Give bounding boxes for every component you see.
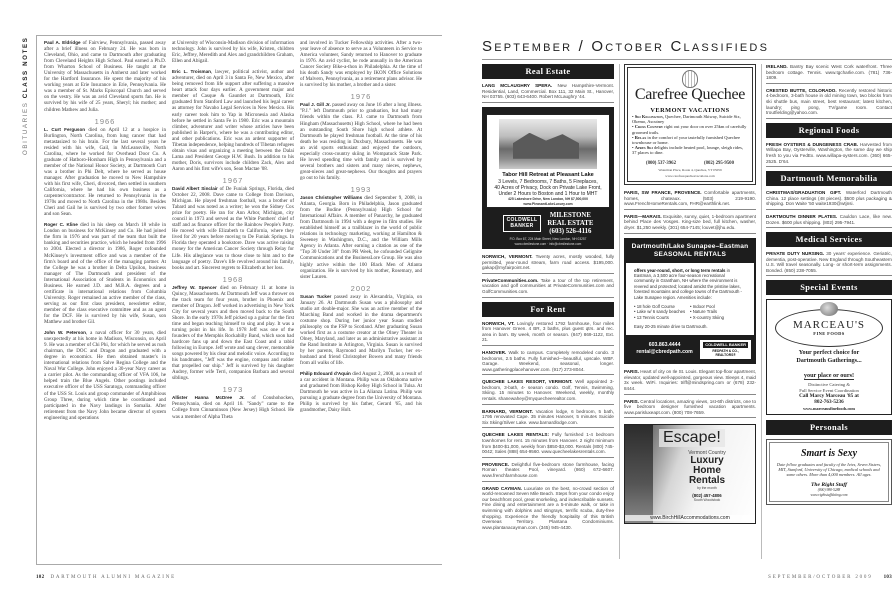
class-year-heading: 1966 xyxy=(94,116,116,126)
paris-sw-france-ad xyxy=(624,190,756,210)
obituary-name: Jason Christopher Williams xyxy=(300,194,363,200)
rental-ad xyxy=(482,486,614,533)
obituary-name: Jeffrey W. Spencer xyxy=(172,284,217,290)
bullet-lead: Relax xyxy=(634,134,647,140)
amenities-list xyxy=(634,304,746,320)
amenity: • X-country Skiing xyxy=(690,314,724,320)
carefree-phone-2: (802) 295-9500 xyxy=(704,160,734,166)
rental-ad xyxy=(482,350,614,375)
obituary-entry xyxy=(172,395,294,419)
ad-text: Well appointed 3-bedroom, 3-bath, 4- season condo. Golf, Tennis, Swimming, Skiing. 15 minutes to Hanover. Weekend, weekly, monthly rentals. shanewahey@myquecheerealtor.com. xyxy=(482,379,614,402)
lake-sunapee-rentals-ad xyxy=(624,238,756,365)
tabor-address: 425 Lakeshore Drive, New London, NH $7,500,000 xyxy=(508,197,588,202)
obituary-entry xyxy=(44,40,166,113)
obituary-entry xyxy=(172,186,294,271)
obituary-entry xyxy=(300,195,422,280)
milestone-phone: (603) 526-4116 xyxy=(549,227,592,235)
ad-text: Bantry Bay scenic West Cork waterfront. Three bedroom cottage. Tennis. www.tgcharlie.com. (781) 736-1809. xyxy=(766,64,892,81)
carefree-quechee-ad xyxy=(624,64,756,185)
paris-luxe-apt-ad xyxy=(624,399,756,419)
tabor-line: 3 Levels, 7 Bedrooms, 7 Baths, 5 Fireplaces, xyxy=(498,178,598,185)
column-divider xyxy=(761,64,762,559)
obituary-text: died in his sleep on March 18 while in London on business for McKinsey and Co. He had joined the firm in 1976 and was part of the team that built the banking and securities practice, which he headed from 1996 to 2004. Elected a director in 1986, Roger cofounded McKinsey's investment office and was a member of the firm's board and of the office of the managing partner. At the College he was a brother in Delta Upsilon, business manager of The Dartmouth and president of the International Association of Students in Economics and Business. He earned J.D. and M.B.A. degrees and a certificate in international relations from Columbia University. Roger remained an active member of the class, serving as our first class president, newsletter editor, member of the class executive committee and as an agent for the DCF. He is survived by his wife, Susan, son Matthew and brother Gil. xyxy=(44,222,166,326)
classifieds-column-1 xyxy=(482,64,614,536)
milestone-address xyxy=(490,237,606,246)
marceau-logo xyxy=(775,309,883,347)
class-year-heading: 1967 xyxy=(222,175,244,185)
class-year-heading: 2002 xyxy=(350,283,372,293)
logo-text: REALTORS® xyxy=(715,353,736,358)
obituary-text: of Fairview, Pennsylvania, passed away after a brief illness on February 24. He was born in Cleveland, Ohio, and came to Dartmouth after graduating from Cleveland Heights High School. Paul earned a Ph.D. from Wharton School of Business. He taught at the University of Massachusetts in Amherst and later worked for the Hartford Insurance. He spent the majority of his working years at Erie Insurance in Erie, Pennsylvania. He was a member of St. Marks Episcopal Church and served on the vestry. He was an avid Cleveland sports fan. He is survived by his wife of 25 years, Sheryl; his mother; and children Mathew and Julia. xyxy=(44,40,166,113)
escape-body xyxy=(661,450,753,502)
ad-lead: BARNARD, VERMONT. xyxy=(482,408,533,414)
obituary-name: L. Curt Ferguson xyxy=(44,126,86,132)
sunapee-title-line: SEASONAL RENTALS xyxy=(653,250,727,258)
oysters-ad xyxy=(766,142,892,167)
smart-brand: The Right Stuff xyxy=(811,481,847,488)
escape-url[interactable]: www.BirchHillAccommodations.com xyxy=(625,515,755,521)
obituary-name: Eric L. Troisman xyxy=(172,69,211,75)
house-icon xyxy=(513,133,579,159)
marceau-line: Full Service Event Coordination xyxy=(799,387,859,393)
tabor-line: Under 2 Hours to Boston and 1 Hour to MHT xyxy=(498,191,598,198)
ad-text: Delightful five-bedroom stone farmhouse, facing Roman theater. Pool, vineyard. (860) 672-6607. www.frenchfarmhouse.com xyxy=(482,461,614,479)
marceaus-fine-foods-ad xyxy=(766,299,892,414)
obituary-name: Susan Tucker xyxy=(300,293,332,299)
bullet-lead: Apres Ski xyxy=(634,145,653,151)
bullet-text: Quechee, Dartmouth Skiway, Suicide Six, Okemo, Ascutney xyxy=(632,114,741,125)
carefree-bullet: • Relax in the comfort of your tastefully furnished Quechee townhouse or home. xyxy=(632,134,741,146)
amenity: • 18 hole Golf Course xyxy=(634,304,675,310)
ad-text: Waterford Dartmouth China. 12 place settings (48 pieces). $500 plus packaging & shipping. Don Waite '50 waite1930@wtjnsi. xyxy=(766,190,892,207)
ad-text: Exquisite, sunny, quiet, 1-bedroom apartment behind Place des Vosges. King-size bed, full kitchen, washer, dryer. $1,250 weekly. (301) 654-7145; louvet@jhu.edu. xyxy=(624,213,756,230)
section-label xyxy=(22,35,34,155)
column-divider xyxy=(619,64,620,559)
norwich-vermont-ad xyxy=(482,254,614,274)
obituary-text: passed away on June 16 after a long illness. "P.J." left Dartmouth prior to graduation, but had many friends within the class. P.J. came to Dartmouth from Hingham (Massachusetts) High School, where he had been an outstanding South Shore high school athlete. At Dartmouth he played freshman football. At the time of his death he was residing in Duxbury, Massachusetts. He was an avid sports enthusiast and enjoyed the outdoors, especially cross-country skiing in Wompatuck State Park. He loved spending time with family and is survived by several brothers and sisters and many nieces, nephews, great-nieces and great-nephews. Our thoughts and prayers go out to his family. xyxy=(300,102,422,181)
sunapee-title xyxy=(626,240,754,263)
dinner-plates-ad xyxy=(766,214,892,228)
waterford-china-ad xyxy=(766,190,892,210)
rental-listings xyxy=(482,321,614,533)
ireland-ad xyxy=(766,64,892,84)
obituary-name: Philip Edouard d'Aquin xyxy=(300,371,351,377)
escape-line: by the month xyxy=(697,486,717,491)
crested-butte-ad xyxy=(766,88,892,119)
real-estate-banner: Real Estate xyxy=(482,64,614,79)
obituary-name: David Albert Sinclair xyxy=(172,185,218,191)
ad-lead: DARTMOUTH DINNER PLATES. xyxy=(766,213,838,219)
smart-url[interactable]: www.rightstuffdating.com xyxy=(810,492,848,497)
class-year-heading: 1993 xyxy=(350,184,372,194)
bullet-lead: Cross Country xyxy=(634,124,664,130)
bullet-lead: Ski Killington, xyxy=(634,114,664,119)
coldwell-banker-logo xyxy=(503,215,542,232)
smart-inner xyxy=(769,442,889,502)
carefree-bullets xyxy=(632,114,748,156)
obituary-name: Paul A. Eldridge xyxy=(44,40,81,45)
marceau-line: Call Marcy Marceau '85 at xyxy=(799,393,859,400)
ad-text: Walk to campus. Completely remodeled condo. 3 bedrooms, 2.5 baths. Fully furnished—beautiful, upscale. WBF. Garage. Weekend, seasonal, longer. www.gatheringplacehanover.com. (917) 273-8044. xyxy=(482,349,614,372)
marceau-line: Dartmouth Gatherings... xyxy=(796,356,862,364)
ad-lead: FRESH OYSTERS & DUNGENESS CRAB. xyxy=(766,141,859,147)
ad-text: New Hampshire-Vermont. Residential, Land, Commercial. Box 111, 32 Main St., Hanover, NH 03755. (603) 643-6400. Robert McLaughry '44. xyxy=(482,83,614,100)
milestone-name-line: MILESTONE xyxy=(549,212,591,220)
ad-text: 30 years' experience. Geriatric, dementia, post-operative. New England through Southeastern U.S. Will travel seasonally. Long- or short-term assignments. Bonded. (850) 238-7055. xyxy=(766,251,892,273)
obituary-entry xyxy=(44,222,166,325)
sunapee-contact-bar xyxy=(626,335,754,363)
carefree-url[interactable]: www.carefreequecheevacations.com xyxy=(665,173,715,178)
escape-title: Escape! xyxy=(659,429,725,447)
marceau-url[interactable]: www.marceausfinefoods.com xyxy=(803,405,855,411)
carefree-inner xyxy=(627,67,753,182)
title-divider xyxy=(482,59,892,60)
escape-phone: (802) 457-4806 xyxy=(692,493,722,499)
tabor-title: Tabor Hill Retreat at Pleasant Lake xyxy=(502,171,594,178)
obituary-text: and involved in Tucker Fellowship activities. After a two-year leave of absence to serve as a Volunteers in Service to America volunteer, Sandy returned to Hanover to graduate in 1976. An avid cyclist, he rode annually in the American Cancer Society Bike-a-thon in Philadelphia. At the time of his death Sandy was employed by IKON Office Solutions of Malvern, Pennsylvania, as a retirement plans advisor. He is survived by his mother, a brother and a sister. xyxy=(300,40,422,89)
page-number-left: 102 xyxy=(36,575,45,580)
milestone-street: P.O. Box 67, 224 Main Street, New London, NH 03257 xyxy=(509,237,587,242)
page-number-right: 103 xyxy=(883,575,892,580)
obituary-name: Allister Hanna McDree Jr. xyxy=(172,395,245,401)
carefree-bullet: • Apres Ski delights include heated pool, lounge, sleigh rides, 37 places to dine. xyxy=(632,145,743,156)
ad-lead: PARIS. xyxy=(624,369,639,375)
carefree-phone-1: (800) 537-3962 xyxy=(646,160,676,166)
obituary-entry xyxy=(172,40,294,64)
smart-body: Date fellow graduates and faculty of the Ivies, Seven Sisters, MIT, Stanford, University of Chicago, medical schools and some others. More than 4,000 members. All ages. xyxy=(776,461,882,478)
escape-line: Rentals xyxy=(688,475,726,487)
ad-text: Luxuriate on the best, no-crowd section of world-renowned Seven Mile Beach. Steps from your condo enjoy our beachfront pool, great snorkeling, and indescribable sunsets. Fine dining and entertainment are a 5-minute walk, or take in swimming with dolphins and stingrays, terrific scuba, duty-free shopping. Experience the friendly hospitality of this British Overseas Territory. Plantana Condominiums. www.plantanacayman.com. (345) 945-4430. xyxy=(482,485,615,530)
logo-text: BANKER xyxy=(510,222,534,229)
sunapee-text: in Eastman, a 3,500 acre four-season recreational community in Grantham, NH where the environment is revered and protected; located amidst the pristine lakes, forested mountains and college towns of the Dartmouth - Lake Sunapee region. Amenities include: xyxy=(634,267,742,300)
escape-town: South Woodstock xyxy=(693,498,721,503)
memorabilia-banner: Dartmouth Memorabilia xyxy=(766,171,892,186)
special-events-banner: Special Events xyxy=(766,280,892,295)
ad-lead: NORWICH, VERMONT. xyxy=(482,253,533,259)
carefree-bullet: • Cross Country right out your door on over 25km of carefully groomed trails. xyxy=(632,124,747,135)
ad-lead: LANG MCLAUGHRY SPERA. xyxy=(482,83,553,88)
class-year-heading: 1968 xyxy=(222,274,244,284)
ad-text: Twenty acres, mostly wooded, fully permitted, year-round stream, farm road access. $195,000. gakap@myfairpoint.net. xyxy=(482,253,614,271)
amenity: • Nature Trails xyxy=(690,309,718,315)
amenity: • Indoor Pool xyxy=(690,304,715,310)
carefree-phones xyxy=(632,161,748,166)
obituary-text: died on April 12 at a hospice in Burlington, North Carolina, from lung cancer that had metastasized to his brain. For the last several years he resided with his wife, Gail, in McLeansville, North Carolina, where he worked for Overhead Door Co. A graduate of Hatboro-Horsham High in Pennsylvania and a member of the National Honor Society, at Dartmouth Curt was a brother in Phi Delt, where he served as house manager. After graduation he moved to New Hampshire with his first wife, Cheri, divorced, then settled in southern California, where he had his own business as a carpenter/contractor. He returned to Pennsylvania in the 1970s and moved to North Carolina in the 1980s. Besides Cheri and Gail he is survived by two other former wives and son Sean. xyxy=(44,126,166,218)
obituary-name: Paul J. Gill Jr. xyxy=(300,102,331,108)
obituary-text: passed away in Alexandria, Virginia, on January 26. At Dartmouth Susan was a philosophy and studio art double-major. She was an active member of the Marching Band and worked in the drama department's costume shop. During her junior year Susan studied philosophy on the FSP to Scotland. After graduating Susan worked first as a costume creator at the Olney Theater in Olney, Maryland, and later as an administrative assistant at the Rand Institute in Arlington, Virginia. Susan is survived by her parents, Raymond and Marilyn Tucker, her ex-husband and friend Christopher Bowen and many friends from all walks of life. xyxy=(300,293,422,367)
ad-lead: GRAND CAYMAN. xyxy=(482,485,522,491)
page-folio-right xyxy=(768,575,892,580)
carefree-name: Carefree Quechee xyxy=(634,86,746,103)
tabor-line: 40 Acres of Privacy, Dock on Private Lake Front, xyxy=(494,184,602,191)
milestone-name-line: REAL ESTATE xyxy=(547,219,594,227)
escape-line: Luxury xyxy=(690,455,724,467)
marceau-phone: 802-763-5236 xyxy=(814,399,844,406)
obituary-text: died on February 11 at home in Quincy, Massachusetts. At Dartmouth Jeff was a thrower on the track team for four years, brother in Phoenix and member of Dragon. Jeff worked in advertising in New York City for several years and then moved back to the South Shore. In the early 1970s Jeff picked up a guitar for the first time and began teaching himself to sing and play. It was a turning point in his life. In 1978 Jeff was one of the founders of the Memphis Rockabilly Band, which soon had hardcore fans up and down the East Coast and a rabid following in Europe. Jeff wrote and sang clever, memorable songs powered by his clear and melodic voice. According to his bandmates, "Jeff was the engine, compass and rudder that propelled our ship." Jeff is survived by his daughter Audrey, former wife Terri, companion Barbara and several siblings. xyxy=(172,284,294,382)
logo-text: COLDWELL xyxy=(506,217,538,224)
for-rent-banner: For Rent xyxy=(482,302,614,317)
marceau-name: MARCEAU'S xyxy=(792,319,866,332)
smart-is-sexy-ad xyxy=(766,439,892,505)
private-nursing-ad xyxy=(766,251,892,276)
publication-name: DARTMOUTH ALUMNI MAGAZINE xyxy=(50,575,176,580)
bullet-text: right out your door on over 25km of carefully groomed trails. xyxy=(632,124,747,135)
obituary-text: died September 9, 2008, in Atlanta, Georgia. Born in Philadelphia, Jason graduated from the Bodine (Pennsylvania) High School for International Affairs. A member of Panarchy, he graduated from Dartmouth in 1994 with a degree in film studies. He established himself as a trailblazer in the world of public relations in technology marketing, working at Hamilton & Sweeney in Washington, D.C., and the William Mills Agency in Atlanta. After earning a citation as one of the "Top 30 Under 30" from PR Week, he cofounded Gelignite Communications and the BusinessLore Group. He was also highly active within the 100 Black Men of Atlanta organization. He is survived by his mother, Rosemary, and sister Lauren. xyxy=(300,194,422,280)
obituary-column-1 xyxy=(44,40,166,426)
sunapee-lead: offers year-round, short, or long term rentals xyxy=(634,267,726,273)
ad-lead: HANOVER. xyxy=(482,349,507,355)
ad-lead: CHRISTMAS/GRADUATION GIFT. xyxy=(766,190,842,196)
obituary-text: , lawyer, political activist, author and adventurer, died on April 3 in Santa Fe, New Mexico, after being removed from life support after suffering a massive heart attack four days earlier. A government major and member of Casque & Gauntlet at Dartmouth, Eric graduated from Stanford Law and launched his legal career as attorney for Navaho Legal Services in New Mexico. His early career took him to Yap in Micronesia and Alaska before he settled in Santa Fe in 1980. Eric was a mountain climber, adventurer and writer whose articles have been published in Harper's, where he was a contributing editor, and other publications. Eric was an ardent supporter of Tibetan independence, helping hundreds of Tibetan refugees obtain visas and organizing a meeting between the Dalai Lama and President George H.W. Bush. In addition to his mother, Doris, survivors include children Zack, Alex and Aaron and his first wife's son, Sean Mactae '08. xyxy=(172,69,294,172)
escape-line: Home xyxy=(693,465,721,477)
ad-text: Cauldon Lace, like new. Dozen. $600 plus shipping. (802) 295-7941. xyxy=(766,213,892,225)
ad-lead: QUECHEE LAKES RESORT, VERMONT. xyxy=(482,379,573,385)
obituary-entry xyxy=(172,285,294,382)
ad-text: Central locations, amazing views, 1st-6th districts, one to five bedroom designer furnished vacation apartments. www.parisluxeapt.com. (800) 708-7659. xyxy=(624,398,756,415)
medical-services-banner: Medical Services xyxy=(766,232,892,247)
amenity: • Lake w/ 6 sandy beaches xyxy=(634,309,686,315)
obituary-column-2 xyxy=(172,40,294,425)
rental-ad xyxy=(482,432,614,457)
logo-text: COLDWELL BANKER xyxy=(705,341,746,347)
rental-ad xyxy=(482,321,614,346)
smart-title: Smart is Sexy xyxy=(800,447,858,459)
classifieds-column-2 xyxy=(624,64,756,524)
page-folio-left xyxy=(36,575,176,580)
tabor-url[interactable]: www.PleasantLakeLuxury.com xyxy=(523,202,573,207)
sunapee-drive: Easy 20-25 minute drive to Dartmouth. xyxy=(634,324,708,330)
personals-banner: Personals xyxy=(766,420,892,435)
obituary-text: of De Funiak Springs, Florida, died October 22, 2008. Dave came to College from Davison, Michigan. He played freshman football, was a brother of Tabard and was noted as a writer; he won the Sidney Cox prize for poetry. He ran for Ann Arbor, Michigan, city council in 1973 and served as the White Panthers' chief of staff and as finance officer for the Rainbow People's Party. He moved with wife Elizabeth to California, where they lived for 20 years before moving to De Funiak Springs. In Florida they operated a bookstore. Dave was active raising money for the American Cancer Society through Relay for Life. His allegiance was to those close to him and to the language of poetry. Dave's life revolved around his family, books and art. Sincerest regrets to Elizabeth at her loss. xyxy=(172,185,294,271)
private-communities-ad xyxy=(482,278,614,298)
classifieds-title: September / October Classifieds xyxy=(482,38,770,55)
obituary-entry xyxy=(44,127,166,218)
milestone-real-estate-ad xyxy=(486,208,610,249)
tabor-milestone-ad xyxy=(482,107,614,249)
issue-date: SEPTEMBER/OCTOBER 2009 xyxy=(768,575,873,580)
ad-text: Lovingly restored 1792 farmhouse, four miles from Hanover Green. 4 BR, 3 baths, plus guest qtrs. and rec. area in barn. By week, month or season. (847) 869-1122, Ext. 21. xyxy=(482,320,615,343)
ad-lead: NORWICH, VT. xyxy=(482,320,515,326)
coldwell-banker-redpath-logo xyxy=(700,340,751,360)
carefree-bullet: • Ski Killington, Quechee, Dartmouth Skiway, Suicide Six, Okemo, Ascutney xyxy=(632,114,741,125)
smart-phone: (800) 988-5288 xyxy=(817,487,841,492)
paris-marais-ad xyxy=(624,214,756,234)
obituary-text: died August 2, 2008, as a result of a car accident in Montana. Philip was an Oklahoma native and graduated from Bishop Kelley High School in Tulsa. At Dartmouth he was active in La Alianza Latina. Philip was pursuing a graduate degree from the University of Montana. Philip is survived by his father, Gerard '65, and his grandmother, Daisy Holt. xyxy=(300,371,422,414)
amenity: • 13 Tennis Courts xyxy=(634,314,669,320)
ad-lead: PARIS—MARAIS. xyxy=(624,213,662,219)
sunapee-contact xyxy=(629,342,700,357)
carefree-address: Waterman Place, Route 4, Quechee, VT 05059 xyxy=(658,167,722,172)
regional-foods-banner: Regional Foods xyxy=(766,123,892,138)
obituary-text: of Conshohocken, Pennsylvania, died on April 16. "Sandy" came to the College from Cinnaminson (New Jersey) High School. He was a member of Alpha Theta xyxy=(172,395,294,420)
sunapee-body xyxy=(626,263,754,335)
marceau-line: your place or ours! xyxy=(803,372,855,380)
obituary-name: John W. Peterson xyxy=(44,330,86,336)
marceau-line: Your perfect choice for xyxy=(798,349,860,357)
ad-lead: PrivateCommunities.com. xyxy=(482,277,539,283)
ad-lead: CRESTED BUTTE, COLORADO. xyxy=(766,87,837,93)
sunapee-phone: 603.863.4444 xyxy=(648,341,681,348)
milestone-name xyxy=(547,212,593,235)
sunapee-email[interactable]: rental@cbredpath.com xyxy=(636,349,693,356)
marceau-line: Distinctive Catering & xyxy=(808,382,850,388)
lang-mclaughry-ad xyxy=(482,83,614,103)
classifieds-column-3 xyxy=(766,64,892,505)
sunapee-title-line: Dartmouth/Lake Sunapee–Eastman xyxy=(631,242,749,250)
milestone-web[interactable]: www.cbmilestone.com · info@cbmilestone.com xyxy=(514,241,582,246)
ad-text: Vacation lodge, 6 bedroom, 5 bath, 1795 renovated Cape. 35 minutes Hanover, 5 minutes Suicide Six Skiing/Silver Lake. www.barnardlodge.com. xyxy=(482,408,614,425)
obituary-name: Roger C. Kline xyxy=(44,222,78,228)
escape-line: Vermont Country xyxy=(688,450,726,457)
ad-text: Recently restored historic 4-bedroom, 3-bath house in old mining town, two blocks from ski shuttle bus, main street, best restaurant; latest kitchen, laundry; ping pong, TV/game room. Contact troutfielding@yahoo.com. xyxy=(766,87,892,116)
ad-text: Harvested from Willapa Bay, Oysterville, Washington, the same day we ship fresh to you via FedEx. www.willapa-oysters.com. (360) 665-2525. D'64. xyxy=(766,141,892,164)
ad-lead: PROVENCE. xyxy=(482,461,510,467)
section-label-obituaries: OBITUARIES xyxy=(22,101,29,155)
obituary-entry xyxy=(44,330,166,421)
ad-lead: PARIS. xyxy=(624,398,639,404)
rental-ad xyxy=(482,409,614,429)
class-year-heading: 1973 xyxy=(222,385,244,395)
bullet-text: delights include heated pool, lounge, sleigh rides, 37 places to dine. xyxy=(632,145,743,156)
obituary-entry xyxy=(300,40,422,88)
obituary-entry xyxy=(172,69,294,172)
section-label-class-notes: CLASS NOTES xyxy=(22,36,29,99)
rental-ad xyxy=(482,462,614,482)
ad-lead: IRELAND. xyxy=(766,64,788,69)
ad-text: Comfortable apartments, homes, chateaux. (503) 219-9190. www.FrenchHomeRentals.com, FHR@earthlink.net. xyxy=(624,190,756,207)
rental-ad xyxy=(482,379,614,404)
logo-text: REDPATH & CO., xyxy=(712,348,739,353)
fruit-icon xyxy=(820,302,838,316)
house-photo xyxy=(499,119,597,169)
ad-lead: PARIS, SW FRANCE, PROVENCE. xyxy=(624,190,702,196)
obituary-column-3 xyxy=(300,40,422,419)
obituary-text: at University of Wisconsin-Madison division of information technology. John is survived by his wife, Kristen, children Eric, Jeffrey, Meredith and Alex and grandchildren Graham, Ellen and Abigail. xyxy=(172,40,294,65)
obituary-entry xyxy=(300,371,422,413)
marceau-sub: FINE FOODS xyxy=(813,331,845,337)
ad-lead: QUECHEE LAKES RENTALS: xyxy=(482,432,549,438)
bullet-text: in the comfort of your tastefully furnished Quechee townhouse or home. xyxy=(632,134,741,146)
ad-text: Take a tour of the top retirement, vacation and golf communities at PrivateCommunities.com and GolfCommunities.com. xyxy=(482,277,614,294)
paris-ile-st-louis-ad xyxy=(624,369,756,394)
obituary-entry xyxy=(300,102,422,181)
tabor-hill-ad xyxy=(486,114,610,209)
ad-lead: PRIVATE DUTY NURSING. xyxy=(766,251,825,257)
ad-text: Heart of city on Ile St. Louis. Elegant top-floor apartment, elevator, updated well-appointed, gorgeous view. Sleeps 4, maid 3x week. WiFi. Inquiries: triff@mindspring.com or (678) 232-8444. xyxy=(624,369,756,392)
obituary-text: , a naval officer for 30 years, died unexpectedly at his home in Madison, Wisconsin, on April 9. He was a member of Chi Phi, for which he served as rush chairman, the DOC and Dragon and graduated with a degree in economics. He then obtained master's in international relations from Salve Regina College and the Naval War College. John enjoyed a 30-year Navy career as a carrier pilot. As the commanding officer of VFA 106, he helped train the Blue Angels. Other postings included executive officer of the USS Saratoga, commanding officer of the USS St. Louis and group commander of Amphibious Group Three, during which time he coordinated and participated in the Navy landings in Somalia. After retirement from the Navy John became director of system engineering and operations xyxy=(44,330,167,421)
ad-text: Fully furnished 1-4 bedroom townhomes for rent. 15 minutes from Hanover. 2 night minimum from $400-$1,000, weekly from $850-$3,000. Rentals (800) 745-0042; Sales (888) 654-9560. www.quecheelakesrentals.com. xyxy=(482,432,614,455)
carefree-headline: VERMONT VACATIONS xyxy=(650,107,730,114)
obituary-entry xyxy=(300,294,422,367)
birch-hill-escape-ad xyxy=(624,424,756,524)
class-year-heading: 1976 xyxy=(350,92,372,102)
rock-image xyxy=(625,425,653,523)
